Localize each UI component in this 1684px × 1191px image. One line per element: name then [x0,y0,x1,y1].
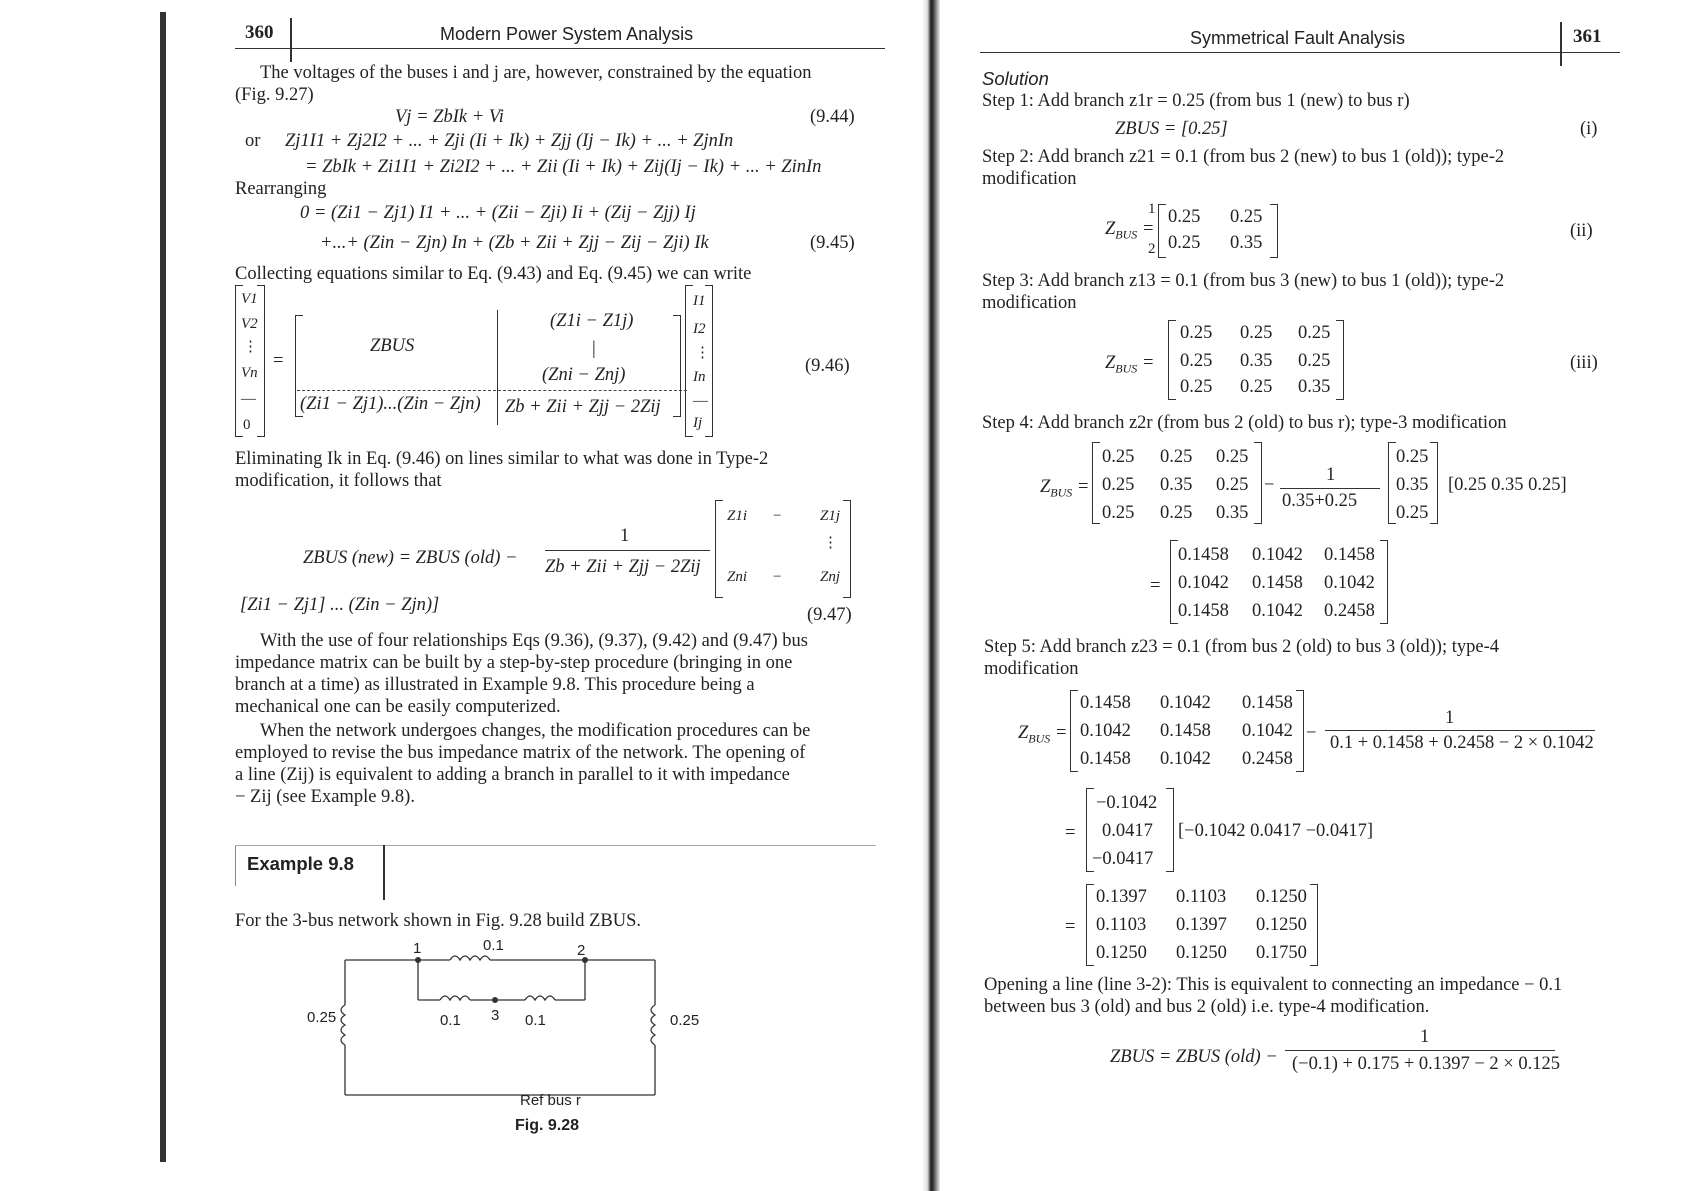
bus-label: 1 [413,940,422,957]
math-token: 1 [1326,465,1336,485]
header-title: Symmetrical Fault Analysis [1190,28,1406,48]
math-token: − [1264,475,1275,495]
solution-label: Solution [982,68,1049,89]
math-bracket [1296,690,1304,772]
math-token: (iii) [1570,353,1598,373]
intro-line: (Fig. 9.27) [235,85,314,105]
math-token: (Z1i − Z1j) [550,311,634,331]
math-token: V1 [241,291,258,307]
equation-number: (i) [1580,119,1598,139]
rearranging-label: Rearranging [235,179,327,199]
header-bar [290,18,292,62]
math-token: 0.1750 [1256,943,1307,963]
math-token: 0.35 [1298,377,1331,397]
math-token: = [1150,576,1161,596]
math-token: 0.1 + 0.1458 + 0.2458 − 2 × 0.1042 [1330,733,1594,753]
math-token: 0.1042 [1160,749,1211,769]
math-token: $Z_{BUS}$ = [1040,477,1090,500]
math-token: ⋮ [243,339,258,355]
impedance-label: 0.1 [483,937,504,954]
math-bracket [383,845,385,900]
math-bracket [1170,540,1178,624]
math-token: $Z_{BUS}$ = [1018,723,1068,746]
math-bracket [1270,204,1278,258]
math-token: 1 [620,526,630,546]
bus-label: 2 [577,942,586,959]
math-token: 0.1458 [1160,721,1211,741]
math-token: ZBUS (new) = ZBUS (old) − [303,548,518,568]
math-bracket [497,310,498,425]
paragraph-line: a line (Zij) is equivalent to adding a branch in parallel to it with impedance [235,765,790,785]
math-token: 0.1042 [1252,545,1303,565]
math-token: 0.1042 [1242,721,1293,741]
equation-line: Zj1I1 + Zj2I2 + ... + Zji (Ii + Ik) + Zjj (Ij − Ik) + ... + ZjnIn [285,131,734,151]
math-bracket [545,550,710,551]
math-token: 0.25 [1180,351,1213,371]
math-token: 0.1397 [1176,915,1227,935]
math-token: In [693,369,706,385]
math-token: = [273,351,284,371]
math-token: Zb + Zii + Zjj − 2Zij [545,557,701,577]
book-spine [922,0,940,1191]
math-token: 0.2458 [1242,749,1293,769]
math-token: [0.25 0.35 0.25] [1448,475,1567,495]
math-bracket [1310,884,1318,966]
math-token: −0.1042 [1096,793,1158,813]
math-token: [−0.1042 0.0417 −0.0417] [1178,821,1374,841]
math-token: 0.35 [1216,503,1249,523]
paragraph-line: between bus 3 (old) and bus 2 (old) i.e. type-4 modification. [984,997,1430,1017]
math-token: Z1j [820,508,841,524]
math-token: Zni [727,569,748,585]
step-line: Step 3: Add branch z13 = 0.1 (from bus 3 (new) to bus 1 (old)); type-2 [982,271,1505,291]
math-token: 0.1458 [1178,545,1229,565]
math-token: 0.2458 [1324,601,1375,621]
bus-label: 3 [491,1007,500,1024]
math-token: (ii) [1570,221,1593,241]
impedance-label: 0.25 [307,1009,337,1026]
header-title: Modern Power System Analysis [440,24,694,44]
step-line: Step 2: Add branch z21 = 0.1 (from bus 2 (new) to bus 1 (old)); type-2 [982,147,1505,167]
book-edge [160,12,166,1162]
math-token: $Z_{BUS}$ = [1105,353,1155,376]
math-bracket [843,500,851,598]
math-token: 0.25 [1168,233,1201,253]
math-token: 0.25 [1168,207,1201,227]
math-token: − [773,508,782,524]
or-label: or [245,131,261,151]
math-token: 0.25 [1216,447,1249,467]
math-token: 0.1042 [1178,573,1229,593]
math-token: 0.1458 [1080,749,1131,769]
math-token: ⋮ [695,345,710,361]
math-token: 0.25 [1216,475,1249,495]
impedance-label: 0.25 [670,1012,700,1029]
math-token: 0.25 [1160,447,1193,467]
math-token: 0.35 [1396,475,1429,495]
math-token: (−0.1) + 0.175 + 0.1397 − 2 × 0.125 [1292,1054,1560,1074]
math-token: 0.25 [1396,503,1429,523]
math-token: 0.1042 [1080,721,1131,741]
step-line: Step 1: Add branch z1r = 0.25 (from bus 1 (new) to bus r) [982,91,1410,111]
paragraph-line: When the network undergoes changes, the modification procedures can be [260,721,811,741]
math-bracket [673,315,681,417]
math-token: 0.35 [1160,475,1193,495]
figure-caption: Fig. 9.28 [515,1117,580,1134]
math-token: 0.25 [1180,323,1213,343]
math-token: 0.1103 [1176,887,1227,907]
step1-equation: ZBUS = [0.25] [1115,119,1228,139]
math-bracket [1254,442,1262,524]
math-token: 0.1250 [1096,943,1147,963]
math-token: 0.35 [1230,233,1263,253]
circuit-diagram [335,930,705,1110]
math-token: ⋮ [823,535,838,551]
math-token: 0.1458 [1252,573,1303,593]
math-token: — [241,391,256,407]
math-token: 2 [1148,241,1156,257]
step-line: modification [984,659,1079,679]
math-token: 0.25 [1180,377,1213,397]
math-bracket [1336,320,1344,400]
math-token: V2 [241,316,258,332]
math-bracket [1166,788,1174,872]
paragraph-line: modification, it follows that [235,471,442,491]
math-token: 0.35 [1240,351,1273,371]
math-token: − [1306,723,1317,743]
step-line: modification [982,169,1077,189]
math-token: −0.0417 [1092,849,1154,869]
paragraph-line: branch at a time) as illustrated in Example 9.8. This procedure being a [235,675,755,695]
math-token: 0.25 [1102,475,1135,495]
math-bracket [257,285,265,437]
math-token: $Z_{BUS}$ = [1105,219,1155,242]
equation-number: (9.46) [805,356,850,376]
equation-number: (9.44) [810,107,855,127]
paragraph-line: employed to revise the bus impedance matrix of the network. The opening of [235,743,806,763]
math-bracket [1380,540,1388,624]
math-token: = [1065,823,1076,843]
math-bracket [715,500,723,598]
math-token: 0.25 [1298,323,1331,343]
math-token: 0.25 [1102,503,1135,523]
paragraph-line: With the use of four relationships Eqs (9.36), (9.37), (9.42) and (9.47) bus [260,631,808,651]
math-bracket [1070,690,1078,772]
math-token: 0.1458 [1178,601,1229,621]
math-token: Znj [820,569,841,585]
math-token: 0.1458 [1080,693,1131,713]
math-token: I1 [693,293,706,309]
math-token: 0.1042 [1160,693,1211,713]
math-bracket [297,390,687,391]
math-token: 0.25 [1240,377,1273,397]
math-token: Ij [693,415,703,431]
math-bracket [1092,442,1100,524]
right-header [980,22,1620,53]
math-token: (Zni − Znj) [542,365,626,385]
math-token: = [1065,917,1076,937]
ref-bus-label: Ref bus r [520,1092,581,1109]
math-bracket [1158,204,1166,258]
example-title: Example 9.8 [247,853,354,874]
math-token: 0.25 [1298,351,1331,371]
paragraph-line: Collecting equations similar to Eq. (9.43) and Eq. (9.45) we can write [235,264,752,284]
math-token: Vn [241,365,258,381]
math-token: ZBUS = ZBUS (old) − [1110,1047,1278,1067]
math-bracket [685,285,693,437]
paragraph-line: impedance matrix can be built by a step-by-step procedure (bringing in one [235,653,793,673]
step-line: Step 5: Add branch z23 = 0.1 (from bus 2 (old) to bus 3 (old)); type-4 [984,637,1499,657]
math-bracket [1280,488,1380,489]
step-line: Step 4: Add branch z2r (from bus 2 (old) to bus r); type-3 modification [982,413,1507,433]
paragraph-line: − Zij (see Example 9.8). [235,787,415,807]
math-token: — [693,393,708,409]
math-token: 1 [1420,1027,1430,1047]
paragraph-line: mechanical one can be easily computerized. [235,697,561,717]
equation-9-44: Vj = ZbIk + Vi [395,107,504,127]
math-token: 0.1458 [1242,693,1293,713]
math-token: (Zi1 − Zj1)...(Zin − Zjn) [300,394,481,414]
page-number: 360 [245,22,274,43]
math-token: 0.1250 [1176,943,1227,963]
math-token: [Zi1 − Zj1] ... (Zin − Zjn)] [240,595,440,615]
paragraph-line: Opening a line (line 3-2): This is equivalent to connecting an impedance − 0.1 [984,975,1563,995]
math-bracket [1388,442,1396,524]
equation-9-45: +...+ (Zin − Zjn) In + (Zb + Zii + Zjj − Zij − Zji) Ik [320,233,709,253]
equation-number: (9.47) [807,605,852,625]
math-bracket [1168,320,1176,400]
step-line: modification [982,293,1077,313]
math-token: 0.25 [1102,447,1135,467]
intro-line: The voltages of the buses i and j are, however, constrained by the equation [260,63,812,83]
math-token: 0.25 [1160,503,1193,523]
math-token: 0.1458 [1324,545,1375,565]
math-token: 0.1042 [1324,573,1375,593]
header-bar [1560,22,1562,66]
math-bracket [1325,730,1595,731]
example-text: For the 3-bus network shown in Fig. 9.28 build ZBUS. [235,911,641,931]
math-token: 0.1042 [1252,601,1303,621]
math-bracket [1086,884,1094,966]
math-token: 0.1397 [1096,887,1147,907]
math-bracket [1285,1050,1555,1051]
equation-9-45: 0 = (Zi1 − Zj1) I1 + ... + (Zii − Zji) Ii + (Zij − Zjj) Ij [300,203,696,223]
math-token: 0.25 [1240,323,1273,343]
math-token: Zb + Zii + Zjj − 2Zij [505,397,661,417]
math-token: 0.1250 [1256,915,1307,935]
math-token: 0.25 [1230,207,1263,227]
impedance-label: 0.1 [525,1012,546,1029]
math-bracket [1430,442,1438,524]
math-token: 0.0417 [1102,821,1153,841]
math-token: 1 [1148,201,1156,217]
math-token: 0.35+0.25 [1282,491,1358,511]
math-token: | [592,339,596,359]
left-header [235,18,885,49]
math-token: 0.25 [1396,447,1429,467]
math-token: 0.1103 [1096,915,1147,935]
paragraph-line: Eliminating Ik in Eq. (9.46) on lines similar to what was done in Type-2 [235,449,769,469]
math-token: ZBUS [370,336,415,356]
equation-number: (9.45) [810,233,855,253]
left-page [235,0,885,1191]
impedance-label: 0.1 [440,1012,461,1029]
math-token: 0 [243,417,251,433]
page-number: 361 [1573,26,1602,47]
math-token: − [773,569,782,585]
equation-line: = ZbIk + Zi1I1 + Zi2I2 + ... + Zii (Ii + Ik) + Zij(Ij − Ik) + ... + ZinIn [305,157,822,177]
math-token: I2 [693,321,706,337]
math-token: Z1i [727,508,748,524]
math-token: 0.1250 [1256,887,1307,907]
right-page [980,0,1620,1191]
math-token: 1 [1445,708,1455,728]
